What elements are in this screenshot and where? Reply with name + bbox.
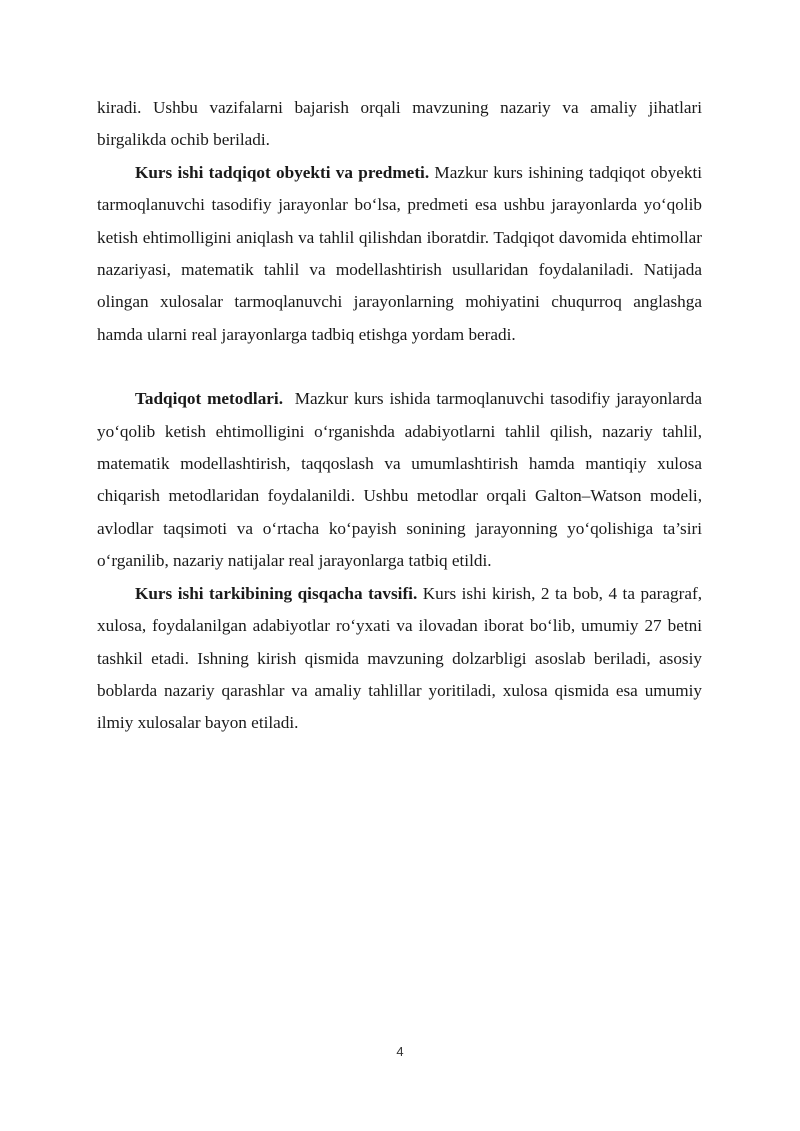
paragraph-continuation	[97, 92, 702, 157]
paragraph-heading: Kurs ishi tarkibining qisqacha tavsifi.	[135, 583, 418, 603]
page-number: 4	[396, 1044, 404, 1059]
paragraph-text: Mazkur kurs ishining tadqiqot obyekti tarmoqlanuvchi tasodifiy jarayonlar bo‘lsa, predmeti esa ushbu jarayonlarda yo‘qolib ketish ehtimolligini aniqlash va tahlil qilishdan iboratdir. Tadqiqot davomida ehtimollar nazariyasi, matematik tahlil va modellashtirish usullaridan foydalaniladi. Natijada olingan xulosalar tarmoqlanuvchi jarayonlarning mohiyatini chuqurroq anglashga hamda ularni real jarayonlarga tadbiq etishga yordam beradi.	[97, 162, 703, 344]
page-body	[97, 92, 707, 740]
paragraph-research-object	[97, 157, 702, 351]
paragraph-heading: Kurs ishi tadqiqot obyekti va predmeti.	[135, 162, 430, 182]
paragraph-structure-summary	[97, 578, 702, 740]
paragraph-heading: Tadqiqot metodlari.	[135, 389, 283, 409]
paragraph-text: kiradi. Ushbu vazifalarni bajarish orqali mavzuning nazariy va amaliy jihatlari birgalikda ochib beriladi.	[97, 98, 702, 150]
paragraph-research-methods	[97, 383, 707, 577]
paragraph-text: Mazkur kurs ishida tarmoqlanuvchi tasodifiy jarayonlarda yo‘qolib ketish ehtimolligini o‘rganishda adabiyotlarni tahlil qilish, nazariy tahlil, matematik modellashtirish, taqqoslash va umumlashtirish hamda mantiqiy xulosa chiqarish metodlaridan foydalanildi. Ushbu metodlar orqali Galton–Watson modeli, avlodlar taqsimoti va o‘rtacha ko‘payish sonining jarayonning yo‘qolishiga ta’siri o‘rganilib, nazariy natijalar real jarayonlarga tatbiq etildi.	[97, 389, 707, 571]
paragraph-text: Kurs ishi kirish, 2 ta bob, 4 ta paragraf, xulosa, foydalanilgan adabiyotlar ro‘yxati va ilovadan iborat bo‘lib, umumiy 27 betni tashkil etadi. Ishning kirish qismida mavzuning dolzarbligi asoslab beriladi, asosiy boblarda nazariy qarashlar va amaliy tahlillar yoritiladi, xulosa qismida esa umumiy ilmiy xulosalar bayon etiladi.	[97, 583, 702, 733]
